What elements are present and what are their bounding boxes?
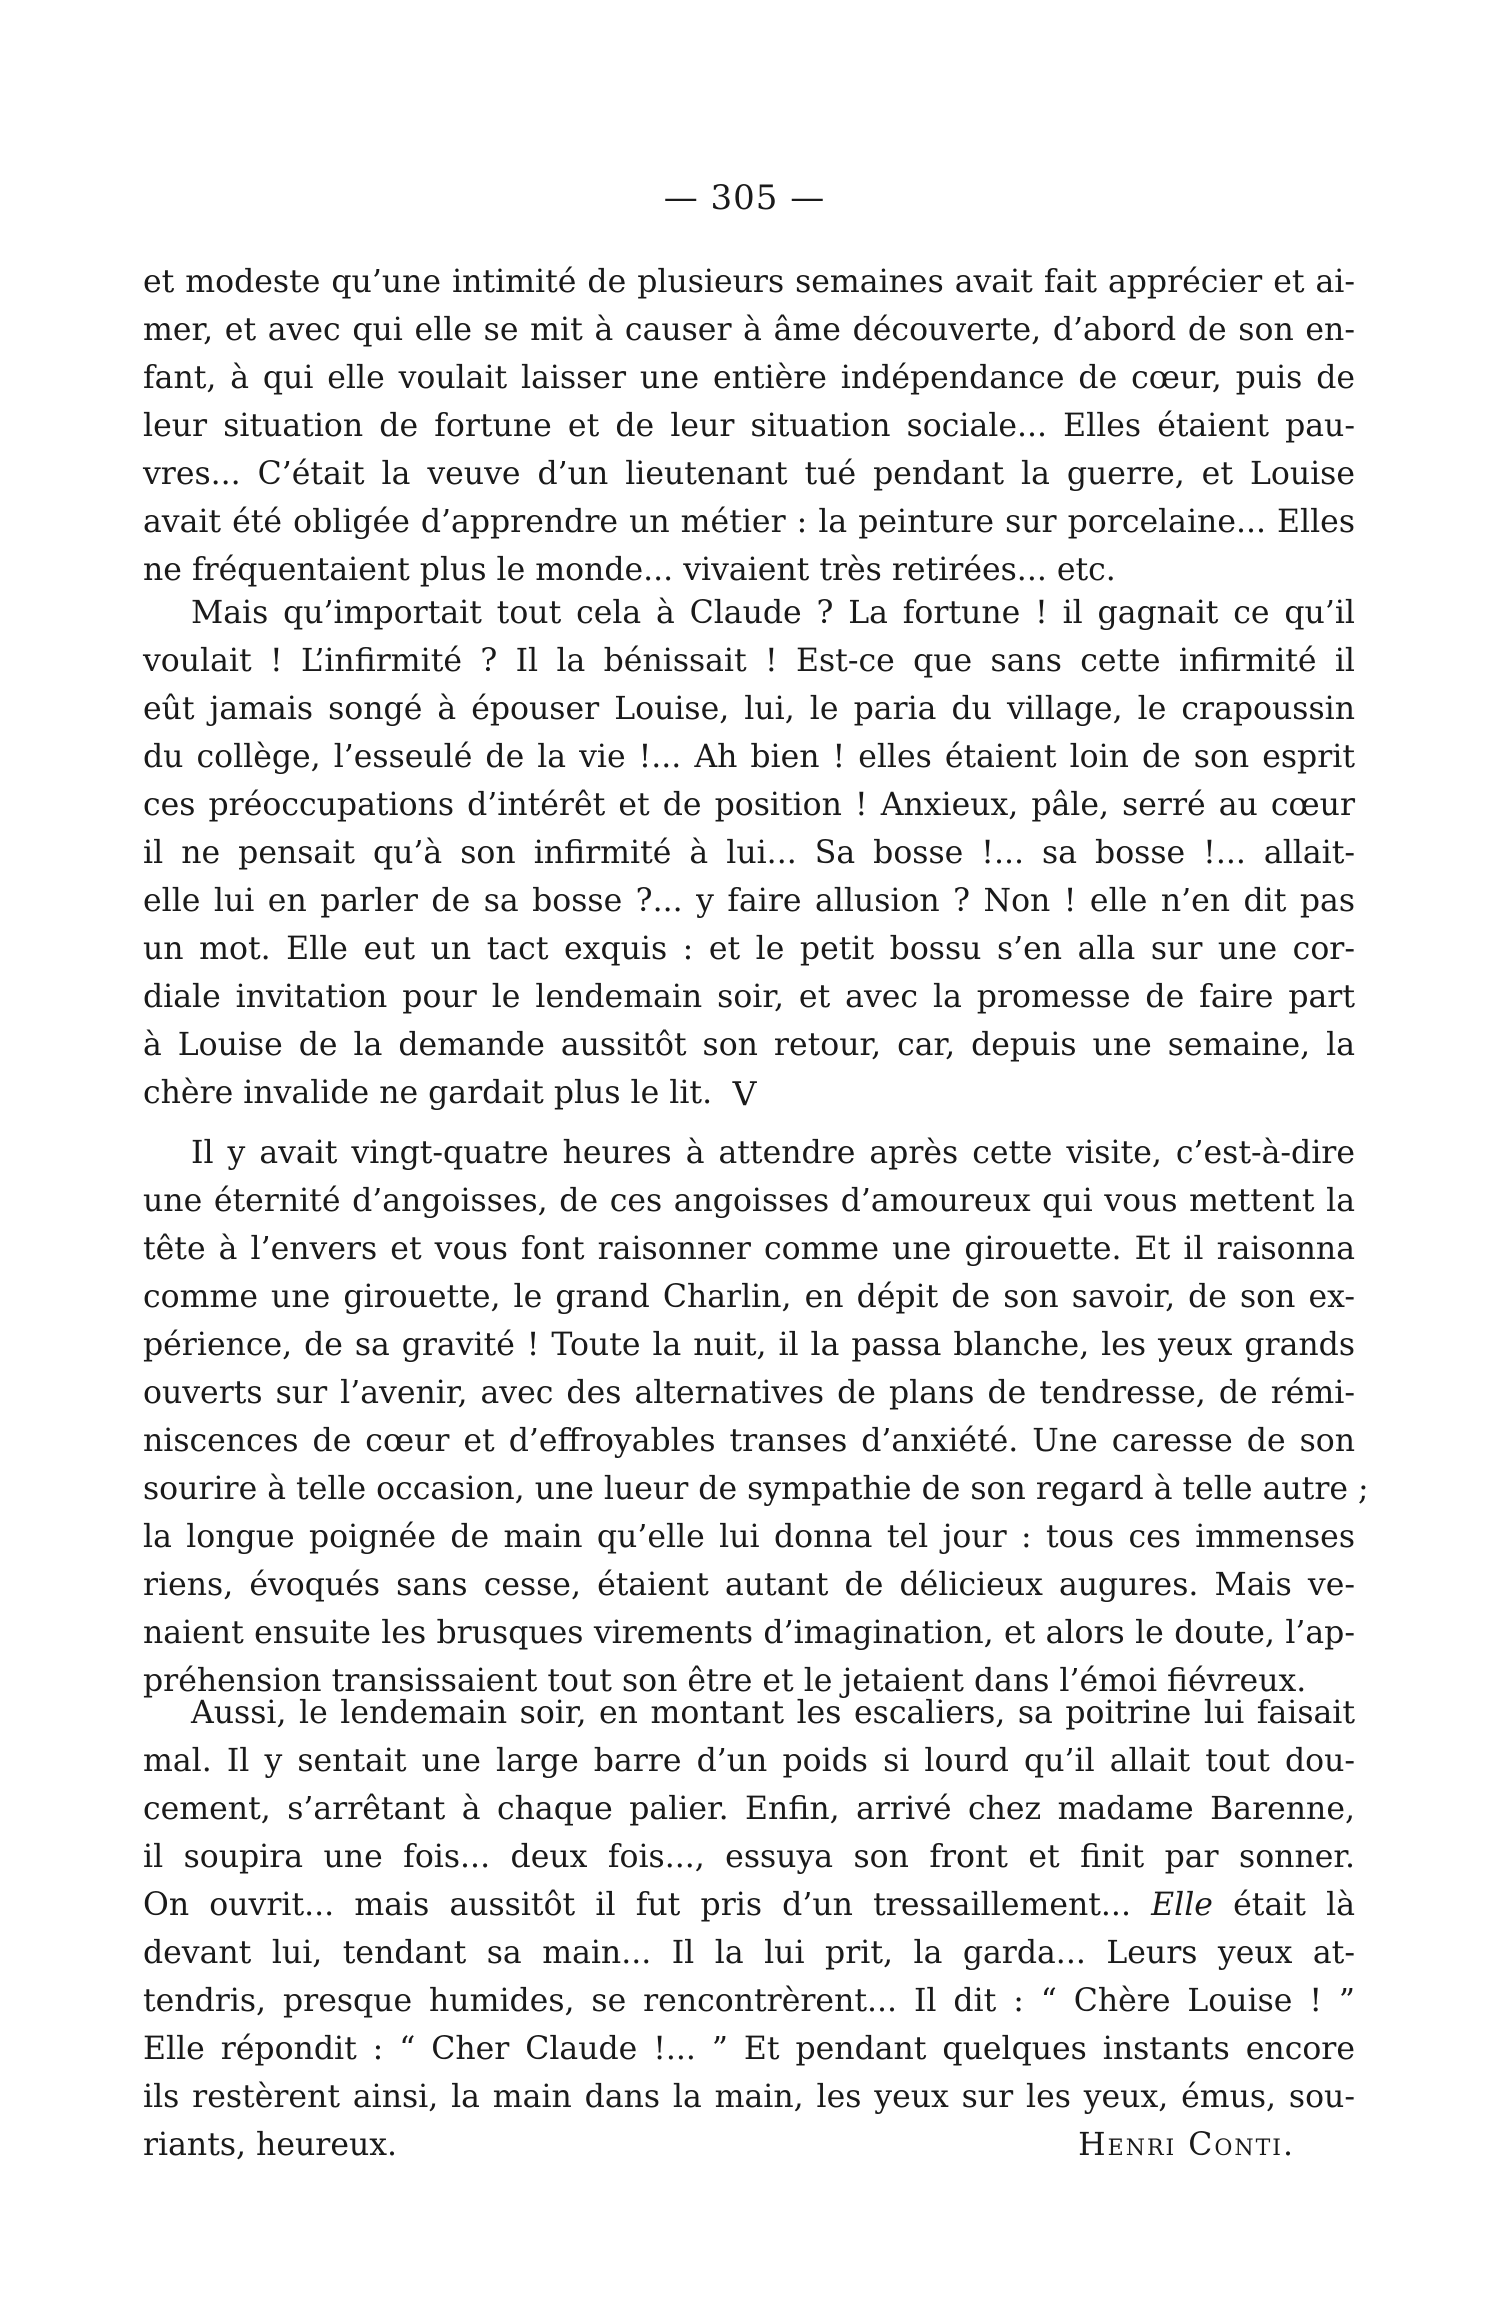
text-line: sourire à telle occasion, une lueur de sympathie de son regard à telle autre ; [143,1471,1369,1507]
text-line: préhension transissaient tout son être et le jetaient dans l’émoi fiévreux. [143,1663,1307,1699]
text-line: et modeste qu’une intimité de plusieurs semaines avait fait apprécier et ai- [143,264,1355,300]
text-line: devant lui, tendant sa main... Il la lui prit, la garda... Leurs yeux at- [143,1935,1355,1971]
text-line: tendris, presque humides, se rencontrèrent... Il dit : “ Chère Louise ! ” [143,1983,1355,2019]
text-line: un mot. Elle eut un tact exquis : et le petit bossu s’en alla sur une cor- [143,931,1355,967]
text-line: ne fréquentaient plus le monde... vivaient très retirées... etc. [143,552,1116,588]
text-line: riens, évoqués sans cesse, étaient autant de délicieux augures. Mais ve- [143,1567,1355,1603]
text-line: mer, et avec qui elle se mit à causer à âme découverte, d’abord de son en- [143,312,1355,348]
text-line: mal. Il y sentait une large barre d’un poids si lourd qu’il allait tout dou- [143,1743,1355,1779]
text-line [143,2121,1355,2169]
text-line: du collège, l’esseulé de la vie !... Ah bien ! elles étaient loin de son esprit [143,739,1355,775]
text-fragment: riants, heureux. [143,2127,398,2163]
text-line: naient ensuite les brusques virements d’imagination, et alors le doute, l’ap- [143,1615,1355,1651]
text-line: Elle répondit : “ Cher Claude !... ” Et pendant quelques instants encore [143,2031,1355,2067]
paragraph-2 [143,589,1355,1117]
section-heading: V [732,1074,757,1113]
paragraph-3 [143,1129,1369,1705]
text-line: il ne pensait qu’à son infirmité à lui... Sa bosse !... sa bosse !... allait- [143,835,1355,871]
text-line: chère invalide ne gardait plus le lit. [143,1075,713,1111]
text-line: Mais qu’importait tout cela à Claude ? La fortune ! il gagnait ce qu’il [191,595,1355,631]
text-line: cement, s’arrêtant à chaque palier. Enfin, arrivé chez madame Barenne, [143,1791,1355,1827]
text-line: à Louise de la demande aussitôt son retour, car, depuis une semaine, la [143,1027,1355,1063]
text-line: vres... C’était la veuve d’un lieutenant tué pendant la guerre, et Louise [143,456,1355,492]
text-line: eût jamais songé à épouser Louise, lui, le paria du village, le crapoussin [143,691,1355,727]
text-line: périence, de sa gravité ! Toute la nuit, il la passa blanche, les yeux grands [143,1327,1355,1363]
text-line [143,1881,1355,1929]
text-line: elle lui en parler de sa bosse ?... y faire allusion ? Non ! elle n’en dit pas [143,883,1355,919]
text-line: tête à l’envers et vous font raisonner comme une girouette. Et il raisonna [143,1231,1355,1267]
text-line: diale invitation pour le lendemain soir, et avec la promesse de faire part [143,979,1355,1015]
author-signature: Henri Conti. [1078,2127,1295,2163]
text-fragment: était là [1212,1887,1356,1923]
text-line: fant, à qui elle voulait laisser une entière indépendance de cœur, puis de [143,360,1355,396]
text-line: ils restèrent ainsi, la main dans la main, les yeux sur les yeux, émus, sou- [143,2079,1355,2115]
text-line: il soupira une fois... deux fois..., essuya son front et finit par sonner. [143,1839,1355,1875]
text-line: ouverts sur l’avenir, avec des alternatives de plans de tendresse, de rémi- [143,1375,1355,1411]
text-line: voulait ! L’infirmité ? Il la bénissait ! Est-ce que sans cette infirmité il [143,643,1355,679]
text-line: une éternité d’angoisses, de ces angoisses d’amoureux qui vous mettent la [143,1183,1355,1219]
text-line: leur situation de fortune et de leur situation sociale... Elles étaient pau- [143,408,1355,444]
text-line: niscences de cœur et d’effroyables transes d’anxiété. Une caresse de son [143,1423,1355,1459]
page-number: — 305 — [663,178,826,218]
text-line: avait été obligée d’apprendre un métier : la peinture sur porcelaine... Elles [143,504,1355,540]
italic-word: Elle [1151,1887,1213,1923]
text-line: Il y avait vingt-quatre heures à attendre après cette visite, c’est-à-dire [191,1135,1355,1171]
text-line: la longue poignée de main qu’elle lui donna tel jour : tous ces immenses [143,1519,1355,1555]
text-line: comme une girouette, le grand Charlin, en dépit de son savoir, de son ex- [143,1279,1355,1315]
paragraph-1 [143,258,1355,594]
paragraph-4 [143,1689,1355,2169]
text-line: Aussi, le lendemain soir, en montant les escaliers, sa poitrine lui faisait [191,1695,1355,1731]
text-fragment: On ouvrit... mais aussitôt il fut pris d’un tressaillement... [143,1887,1152,1923]
text-line: ces préoccupations d’intérêt et de position ! Anxieux, pâle, serré au cœur [143,787,1355,823]
